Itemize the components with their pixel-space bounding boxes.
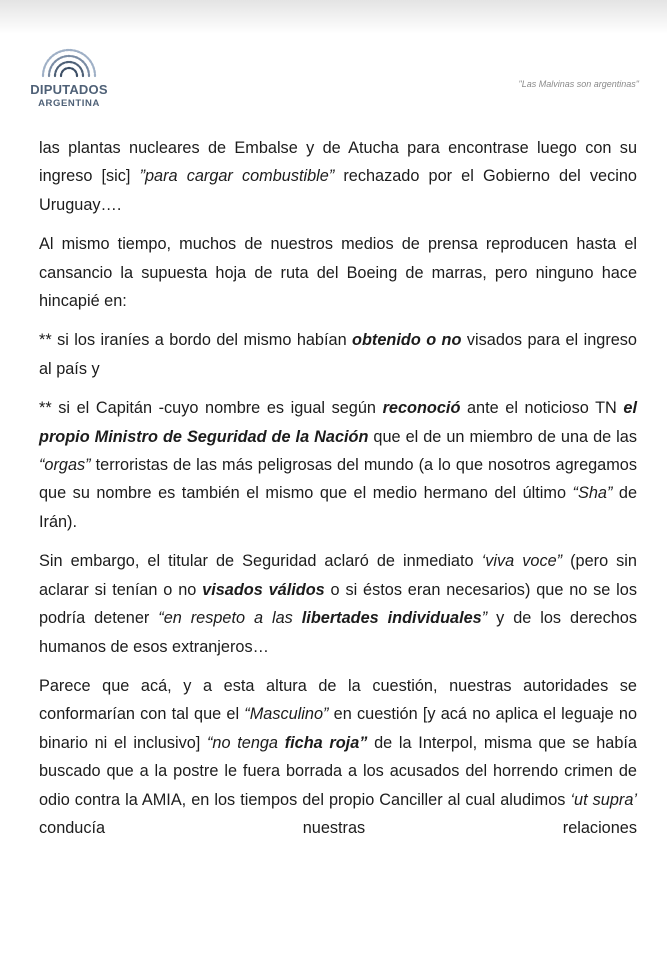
diputados-logo [23,42,115,114]
text-run: (pero sin aclarar si tenían o no [39,552,637,599]
header-motto: "Las Malvinas son argentinas" [518,79,639,89]
text-run: ** si el Capitán -cuyo nombre es igual según [39,399,383,418]
top-shadow [0,0,667,34]
paragraph-1 [39,134,637,219]
italic-quote: “Masculino” [244,705,329,724]
bold-italic-emphasis: reconoció [382,399,461,418]
bold-italic-emphasis: obtenido o no [352,331,462,350]
italic-quote: ”para cargar combustible” [139,167,335,186]
bold-italic-emphasis: el propio Ministro de Seguridad de la Nación [39,399,637,446]
text-run: rechazado por el Gobierno del vecino Uruguay…. [39,167,637,214]
text-run: en cuestión [y acá no aplica el leguaje no binario ni el inclusivo] [39,705,637,752]
document-body [39,134,637,842]
text-run: o si éstos eran necesarios) que no se los podría detener [39,580,637,628]
paragraph-2 [39,230,637,315]
text-run: conducía nuestras relaciones [39,818,637,837]
text-run: ante el noticioso TN [460,399,624,418]
text-run: las plantas nucleares de Embalse y de Atucha para encontrase luego con su ingreso [sic] [39,139,637,186]
text-run: visados para el ingreso al país y [39,331,637,378]
text-run: y de los derechos humanos de esos extranjeros… [39,609,637,656]
text-run: ** si los iraníes a bordo del mismo habían [39,331,353,350]
logo-country: ARGENTINA [38,98,100,109]
italic-quote: “no tenga [207,733,285,752]
italic-quote: “en respeto a las [158,609,302,628]
text-run: de la Interpol, misma que se había buscado que a la postre le fuera borrada a los acusados del horrendo crimen de odio contra la AMIA, en los tiempos del propio Canciller al cual aludimos [39,733,637,809]
text-run: terroristas de las más peligrosas del mundo (a lo que nosotros agregamos que su nombre es también el mismo que el medio hermano del último [39,456,637,503]
bold-italic-emphasis: ficha roja” [284,733,368,752]
italic-quote: “orgas” [39,456,91,475]
italic-quote: ” [481,609,488,628]
text-run: que el de un miembro de una de las [368,427,637,446]
italic-quote: ‘viva voce” [481,552,563,571]
paragraph-3 [39,326,637,383]
bold-italic-emphasis: libertades individuales [301,609,482,628]
paragraph-5 [39,547,637,661]
paragraph-4 [39,394,637,536]
italic-quote: “Sha” [572,484,613,503]
text-run: Sin embargo, el titular de Seguridad aclaró de inmediato [39,552,482,571]
congress-dome-icon [33,42,105,78]
text-run: Parece que acá, y a esta altura de la cuestión, nuestras autoridades se conformarían con tal que el [39,676,637,724]
text-run: de Irán). [39,484,637,531]
bold-italic-emphasis: visados válidos [202,580,325,599]
paragraph-6 [39,672,637,842]
logo-name: DIPUTADOS [30,82,108,97]
text-run: Al mismo tiempo, muchos de nuestros medios de prensa reproducen hasta el cansancio la supuesta hoja de ruta del Boeing de marras, pero ninguno hace hincapié en: [39,235,637,311]
italic-quote: ‘ut supra’ [570,790,637,809]
